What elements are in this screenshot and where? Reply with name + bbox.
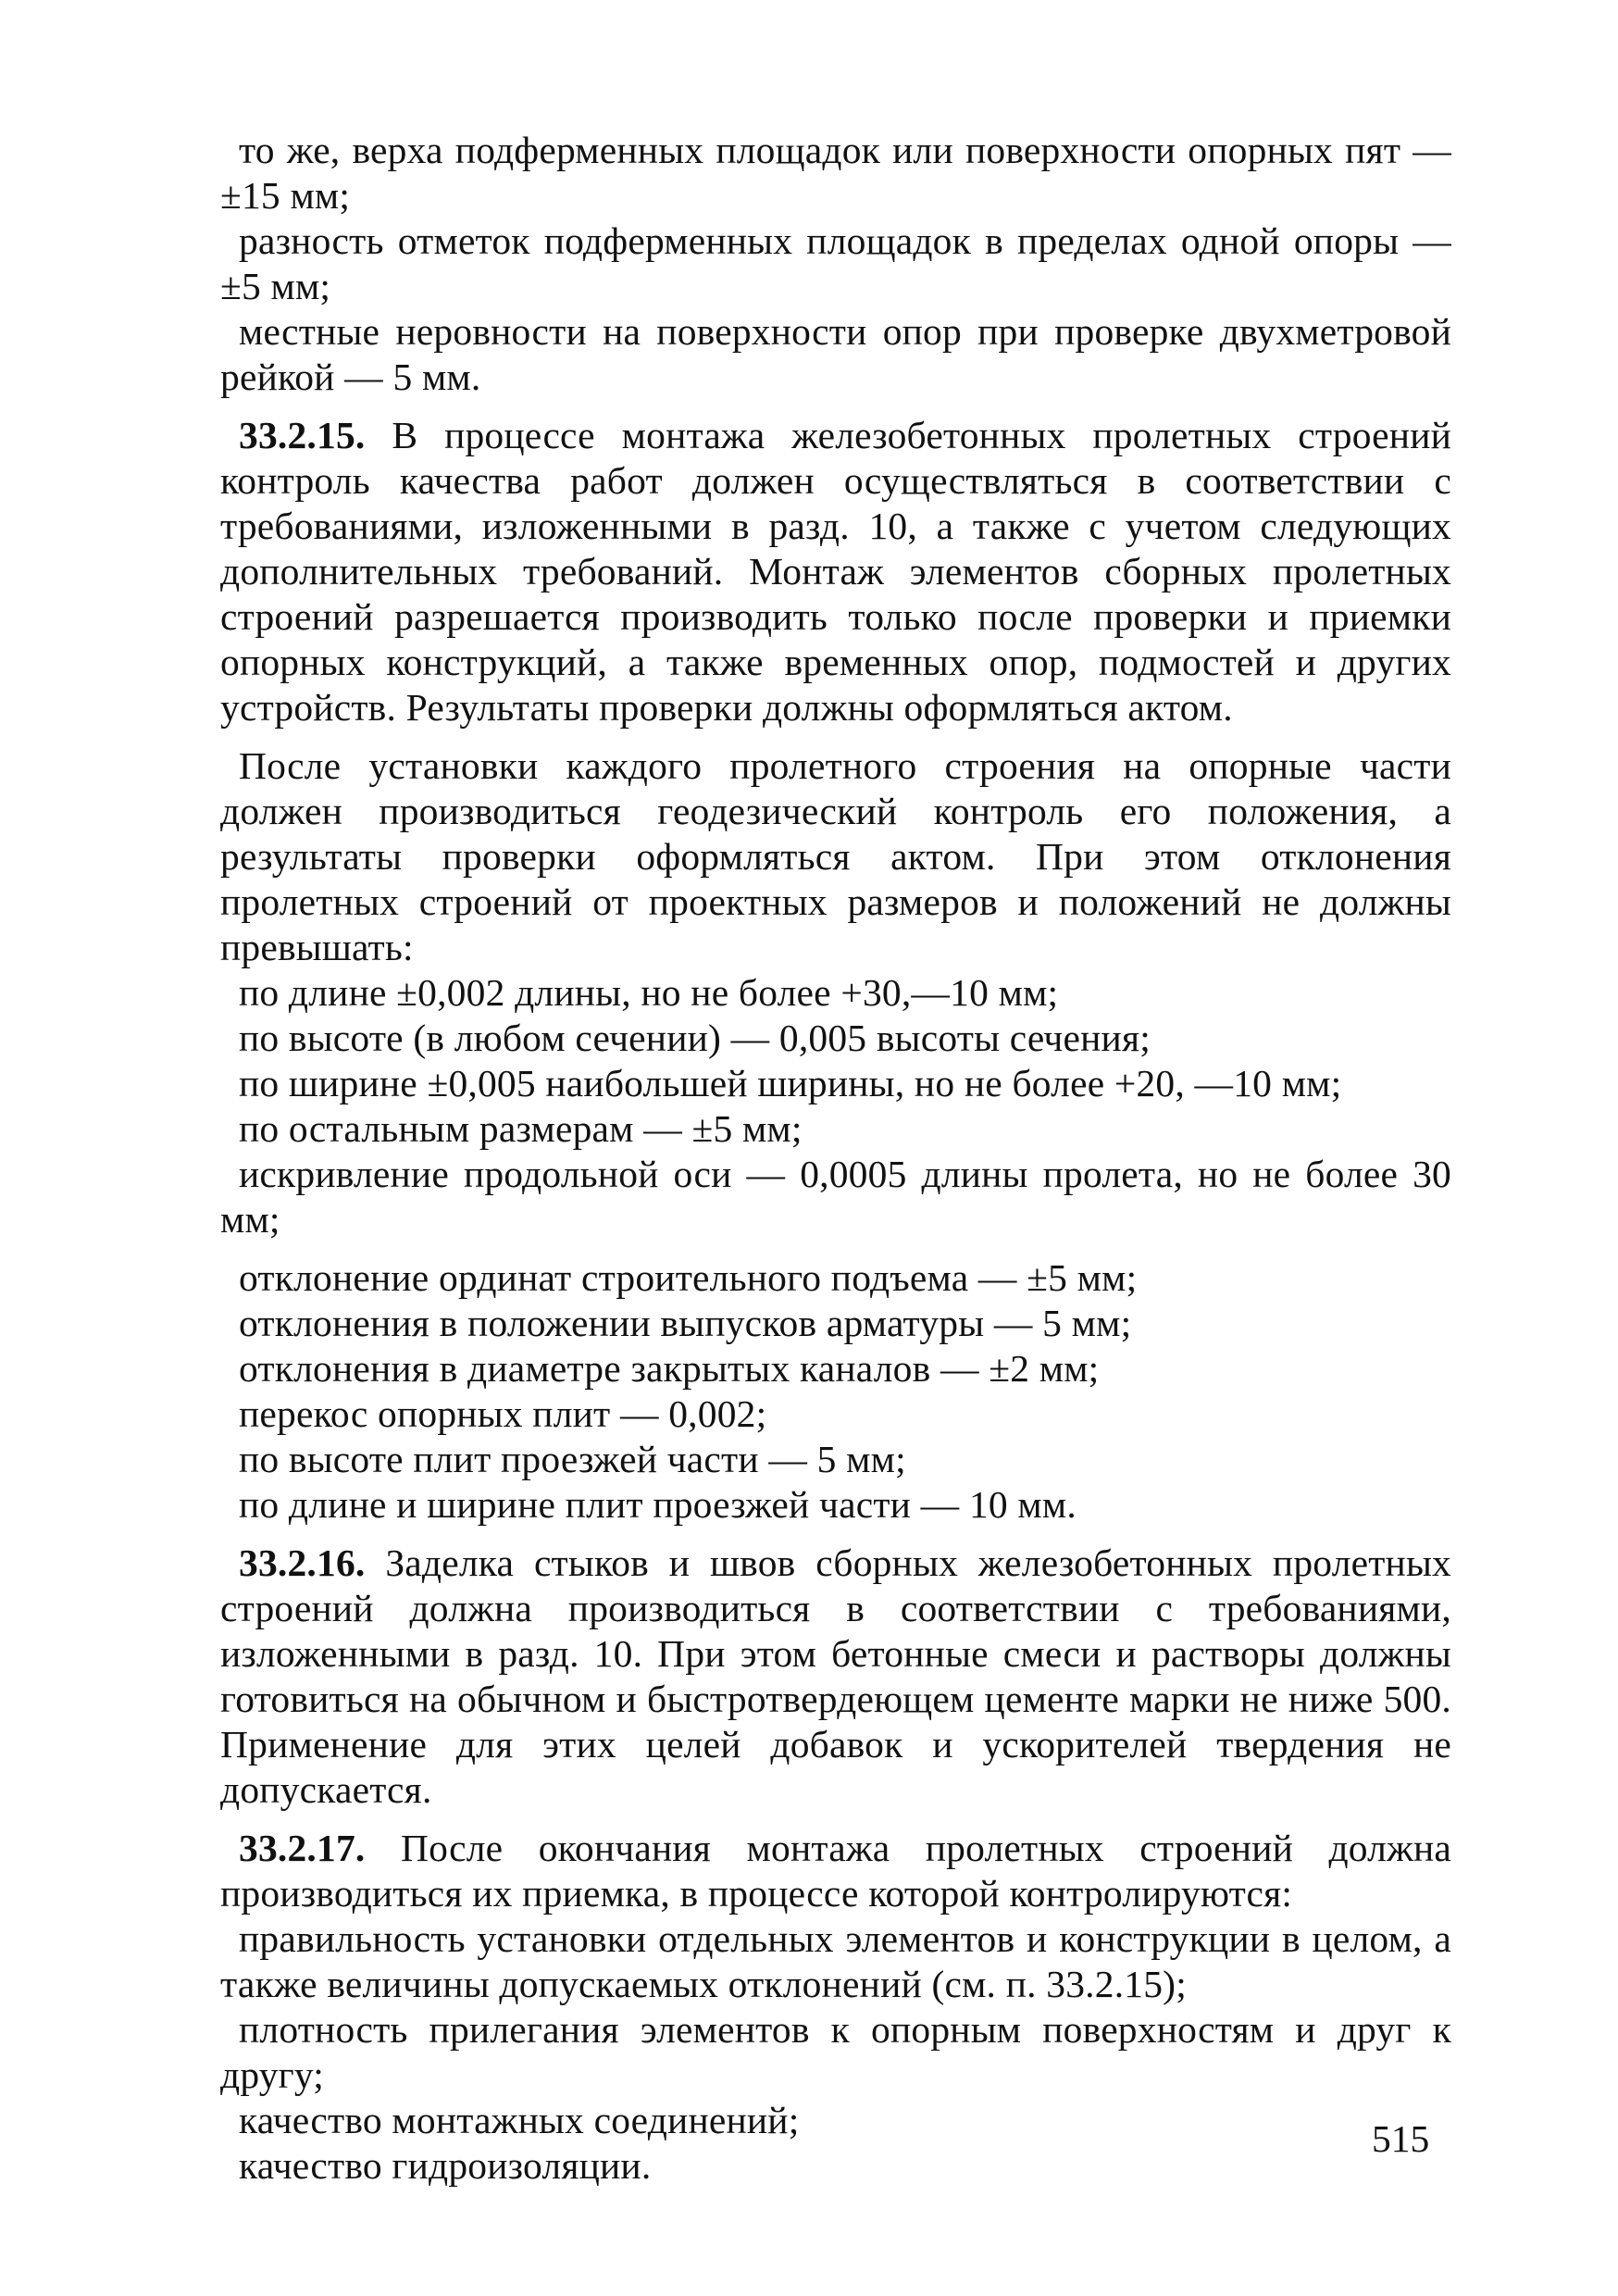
page-number: 515 <box>1372 2117 1430 2160</box>
section-text: Заделка стыков и швов сборных железобетонных пролетных строений должна производиться в соответствии с требованиями, изложенными в разд. 10. При этом бетонные смеси и растворы должны готовиться на обычном и быстротвердеющем цементе марки не ниже 500. Применение для этих целей добавок и ускорителей твердения не допускается. <box>220 1541 1451 1811</box>
section-number: 33.2.16. <box>239 1541 366 1584</box>
list-item: по ширине ±0,005 наибольшей ширины, но не более +20, —10 мм; <box>239 1062 1342 1104</box>
section-33-2-16 <box>220 1541 1451 1813</box>
list-item: отклонения в положении выпусков арматуры — 5 мм; <box>239 1302 1132 1344</box>
list-item: по высоте плит проезжей части — 5 мм; <box>239 1438 906 1480</box>
list-item: по высоте (в любом сечении) — 0,005 высоты сечения; <box>239 1017 1151 1059</box>
list-item: отклонения в диаметре закрытых каналов — ±2 мм; <box>239 1347 1100 1390</box>
list-item: перекос опорных плит — 0,002; <box>239 1392 767 1435</box>
page-body <box>220 128 1451 2189</box>
list-item: качество гидроизоляции. <box>239 2144 652 2187</box>
section-text: После окончания монтажа пролетных строений должна производиться их приемка, в процессе которой контролируются: <box>220 1827 1451 1915</box>
list-item: разность отметок подферменных площадок в пределах одной опоры — ±5 мм; <box>220 219 1451 307</box>
list-item: плотность прилегания элементов к опорным поверхностям и друг к другу; <box>220 2008 1451 2096</box>
section-number: 33.2.17. <box>239 1827 366 1869</box>
list-item: по остальным размерам — ±5 мм; <box>239 1107 803 1150</box>
list-item: по длине ±0,002 длины, но не более +30,—10 мм; <box>239 971 1059 1014</box>
paragraph: После установки каждого пролетного строения на опорные части должен производиться геодезический контроль его положения, а результаты проверки оформляться актом. При этом отклонения пролетных строений от проектных размеров и положений не должны превышать: <box>220 744 1451 968</box>
list-item: то же, верха подферменных площадок или поверхности опорных пят — ±15 мм; <box>220 129 1451 217</box>
section-text: В процессе монтажа железобетонных пролетных строений контроль качества работ должен осуществляться в соответствии с требованиями, изложенными в разд. 10, а также с учетом следующих дополнительных требований. Монтаж элементов сборных пролетных строений разрешается производить только после проверки и приемки опорных конструкций, а также временных опор, подмостей и других устройств. Результаты проверки должны оформляться актом. <box>220 414 1452 729</box>
section-number: 33.2.15. <box>239 414 366 456</box>
list-item: отклонение ординат строительного подъема — ±5 мм; <box>239 1256 1138 1299</box>
list-item: по длине и ширине плит проезжей части — 10 мм. <box>239 1483 1077 1526</box>
list-item: качество монтажных соединений; <box>239 2099 800 2141</box>
list-item: правильность установки отдельных элементов и конструкции в целом, а также величины допускаемых отклонений (см. п. 33.2.15); <box>220 1917 1451 2005</box>
section-33-2-15 <box>220 413 1451 730</box>
list-item: местные неровности на поверхности опор при проверке двухметровой рейкой — 5 мм. <box>220 310 1451 398</box>
list-item: искривление продольной оси — 0,0005 длины пролета, но не более 30 мм; <box>220 1153 1451 1241</box>
section-33-2-17 <box>220 1826 1451 1916</box>
